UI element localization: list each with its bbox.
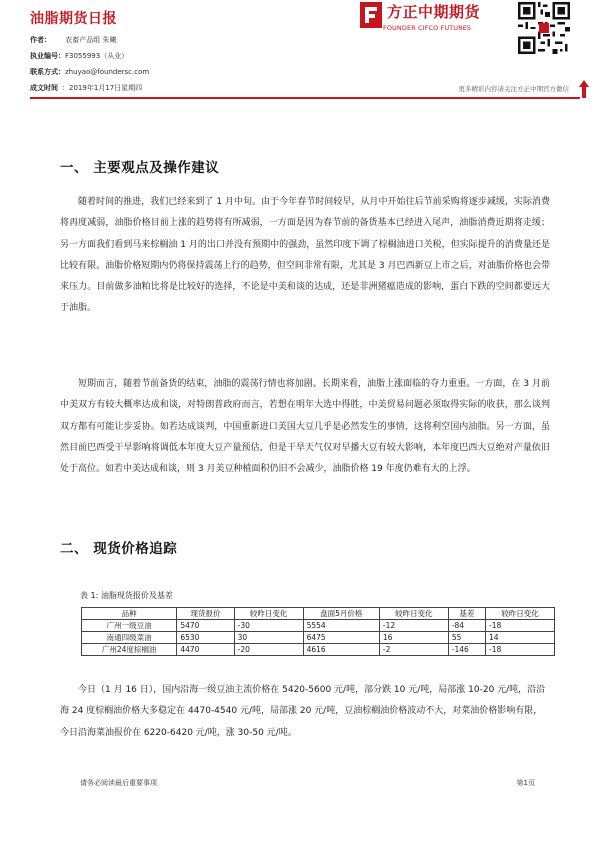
date-label: 成文时间 (30, 84, 58, 92)
license-line (30, 51, 128, 61)
spot-price-table (81, 607, 555, 656)
table-cell: 55 (448, 632, 485, 644)
col-header: 较昨日变化 (379, 608, 448, 620)
date-line (30, 83, 142, 93)
col-header: 较昨日变化 (234, 608, 303, 620)
table-cell: 4616 (303, 644, 379, 656)
table-row (82, 620, 555, 632)
footer-disclaimer: 请务必阅读最后重要事项 (80, 779, 157, 787)
table-cell: 5554 (303, 620, 379, 632)
founder-logo-icon (360, 2, 382, 28)
brand-name-cn: 方正中期期货 (387, 3, 481, 21)
section1-paragraph-1: 随着时间的推进，我们已经来到了 1 月中旬。由于今年春节时间较早，从月中开始往后节前采购将逐步减缓，实际消费将再度减弱，油脂价格目前上涨的趋势将有所减弱，一方面是因为春节前的备货基本已经进入尾声，油脂消费近期将走缓；另一方面我们看到马来棕榈油 1 月的出口并没有预期中的强劲，虽然印度下调了棕榈油进口关税，但实际提升的消费量还是比较有限。油脂价格短期内仍将保持震荡上行的趋势，但空间非常有限，尤其是 3 月巴西新豆上市之后，对油脂价格也会带来压力。目前做多油粕比将是比较好的选择，不论是中美和谈的达成，还是非洲猪瘟造成的影响，蛋白下跌的空间都要远大于油脂。 (60, 197, 550, 314)
table-cell: 30 (234, 632, 303, 644)
author-label: 作者： (30, 36, 51, 44)
table-cell: -84 (448, 620, 485, 632)
author-value: 农畜产品组 朱曦 (65, 36, 117, 44)
table-cell: -18 (486, 644, 555, 656)
follow-wechat-text[interactable]: 更多精彩内容请关注方正中期官方微信 (458, 85, 569, 93)
col-header: 基差 (448, 608, 485, 620)
contact-value[interactable]: zhuyao@foundersc.com (65, 68, 150, 76)
table-cell: -146 (448, 644, 485, 656)
table-cell: 6475 (303, 632, 379, 644)
report-title: 油脂期货日报 (30, 11, 117, 27)
table-cell: 5470 (177, 620, 234, 632)
table-header-row (82, 608, 555, 620)
section1-heading: 一、 主要观点及操作建议 (60, 160, 220, 176)
table-cell: 16 (379, 632, 448, 644)
table-caption: 表 1: 油脂现货报价及基差 (80, 591, 173, 600)
col-header: 盘面5月价格 (303, 608, 379, 620)
qr-code-icon[interactable] (518, 2, 570, 54)
brand-name-en: FOUNDER CIFCO FUTURES (383, 24, 472, 32)
table-cell: 14 (486, 632, 555, 644)
section1-paragraph-2: 短期而言，随着节前备货的结束，油脂的震荡行情也将加剧。长期来看，油脂上涨面临的夺力重重。一方面，在 3 月前中美双方有较大概率达成和谈，对特朗普政府而言，若想在明年大选中得胜，中美贸易问题必须取得实际的收获，那么谈判双方都有可能让步妥协。如若达成谈判，中国重新进口美国大豆几乎是必然发生的事情，这将利空国内油脂。另一方面，虽然目前巴西受干旱影响将调低本年度大豆产量预估，但是干旱天气仅对早播大豆有较大影响，本年度巴西大豆绝对产量依旧处于高位。如若中美达成和谈，则 3 月美豆种植面积仍旧不会减少，油脂价格 19 年度仍难有大的上浮。 (60, 379, 550, 475)
table-cell: 南通四级菜油 (82, 632, 177, 644)
section2-paragraph: 今日（1 月 16 日），国内沿海一级豆油主流价格在 5420-5600 元/吨，部分跌 10 元/吨，局部涨 10-20 元/吨，沿沿海 24 度棕榈油价格大多稳定在 4470-4540 元/吨，局部涨 20 元/吨，豆油棕榈油价格波动不大，对菜油价格影响有限，今日沿海菜油报价在 6220-6420 元/吨，涨 30-50 元/吨。 (60, 685, 546, 738)
table-cell: -12 (379, 620, 448, 632)
table-cell: 广州24度棕榈油 (82, 644, 177, 656)
header-divider (30, 97, 580, 99)
col-header: 较昨日变化 (486, 608, 555, 620)
date-value: ：2019年1月17日星期四 (62, 84, 143, 92)
contact-label: 联系方式： (30, 68, 65, 76)
arrow-up-icon (579, 80, 589, 98)
contact-line (30, 67, 149, 77)
page-number: 第1页 (516, 779, 535, 787)
table-cell: -18 (486, 620, 555, 632)
table-row (82, 644, 555, 656)
table-row (82, 632, 555, 644)
table-cell: -20 (234, 644, 303, 656)
author-line (30, 35, 116, 45)
license-value: F3055993（从业） (65, 52, 129, 60)
section2-heading: 二、 现货价格追踪 (60, 541, 178, 557)
col-header: 品种 (82, 608, 177, 620)
table-cell: 4470 (177, 644, 234, 656)
table-cell: -2 (379, 644, 448, 656)
col-header: 现货报价 (177, 608, 234, 620)
license-label: 执业编号： (30, 52, 65, 60)
table-cell: 6530 (177, 632, 234, 644)
table-cell: 广州一级豆油 (82, 620, 177, 632)
table-cell: -30 (234, 620, 303, 632)
